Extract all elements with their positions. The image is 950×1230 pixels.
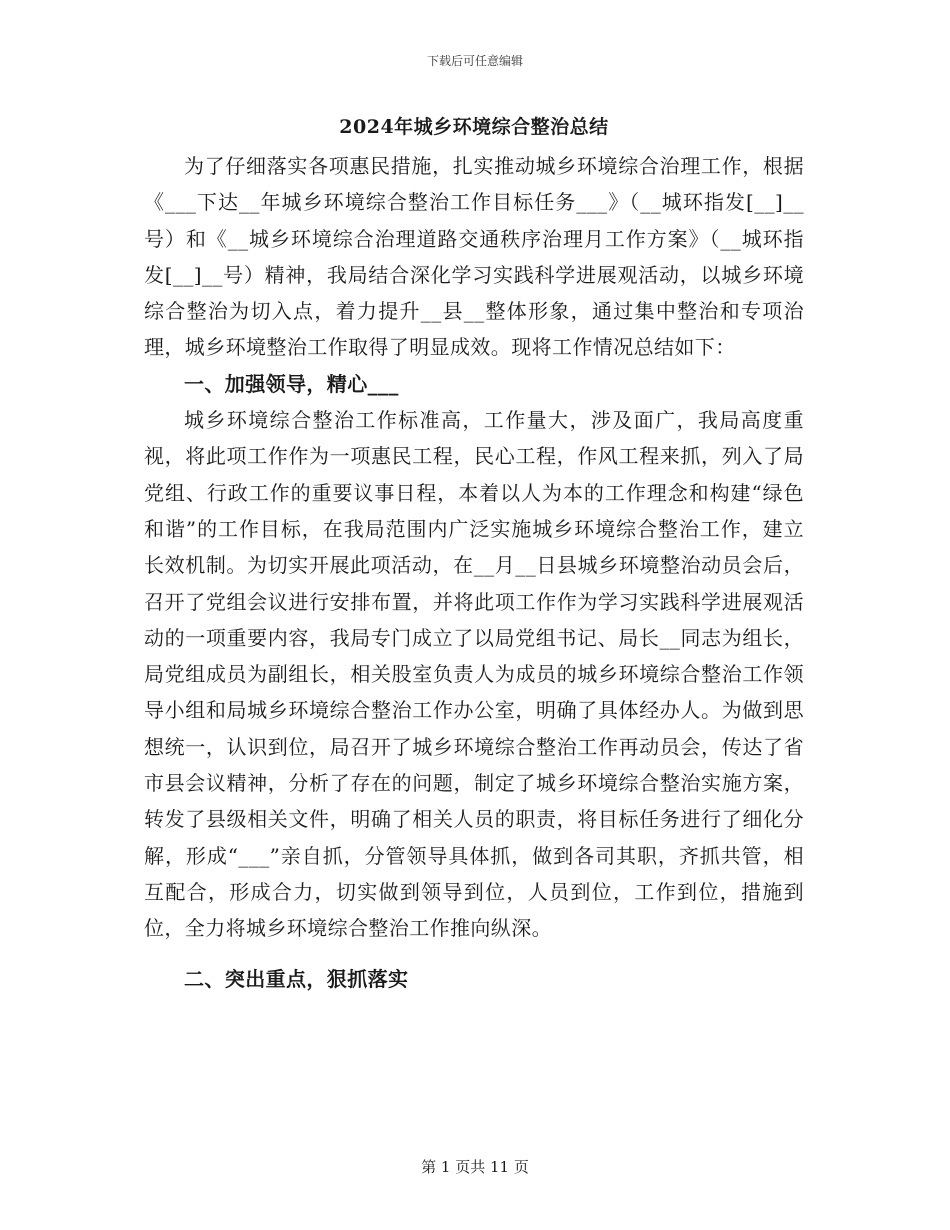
intro-paragraph: 为了仔细落实各项惠民措施，扎实推动城乡环境综合治理工作，根据《___下达__年城乡环境综合整治工作目标任务___》（__城环指发[__]__号）和《__城乡环境综合治理道路交通秩序治理月工作方案》（__城环指发[__]__号）精神，我局结合深化学习实践科学进展观活动，以城乡环境综合整治为切入点，着力提升__县__整体形象，通过集中整治和专项治理，城乡环境整治工作取得了明显成效。现将工作情况总结如下： (144, 154, 804, 360)
document-title: 2024年城乡环境综合整治总结 (339, 116, 609, 138)
page-number-footer: 第 1 页共 11 页 (421, 1158, 529, 1176)
section-1-paragraph: 城乡环境综合整治工作标准高，工作量大，涉及面广，我局高度重视，将此项工作作为一项惠民工程，民心工程，作风工程来抓，列入了局党组、行政工作的重要议事日程，本着以人为本的工作理念和构建“绿色和谐”的工作目标，在我局范围内广泛实施城乡环境综合整治工作，建立长效机制。为切实开展此项活动，在__月__日县城乡环境整治动员会后，召开了党组会议进行安排布置，并将此项工作作为学习实践科学进展观活动的一项重要内容，我局专门成立了以局党组书记、局长__同志为组长，局党组成员为副组长，相关股室负责人为成员的城乡环境综合整治工作领导小组和局城乡环境综合整治工作办公室，明确了具体经办人。为做到思想统一，认识到位，局召开了城乡环境综合整治工作再动员会，传达了省市县会议精神，分析了存在的问题，制定了城乡环境综合整治实施方案，转发了县级相关文件，明确了相关人员的职责，将目标任务进行了细化分解，形成“___”亲自抓，分管领导具体抓，做到各司其职，齐抓共管，相互配合，形成合力，切实做到领导到位，人员到位，工作到位，措施到位，全力将城乡环境综合整治工作推向纵深。 (144, 408, 804, 941)
section-2-heading: 二、突出重点，狠抓落实 (184, 966, 409, 991)
section-1-heading: 一、加强领导，精心___ (184, 371, 399, 396)
document-body (144, 112, 804, 997)
page-header-note: 下载后可任意编辑 (426, 54, 523, 68)
